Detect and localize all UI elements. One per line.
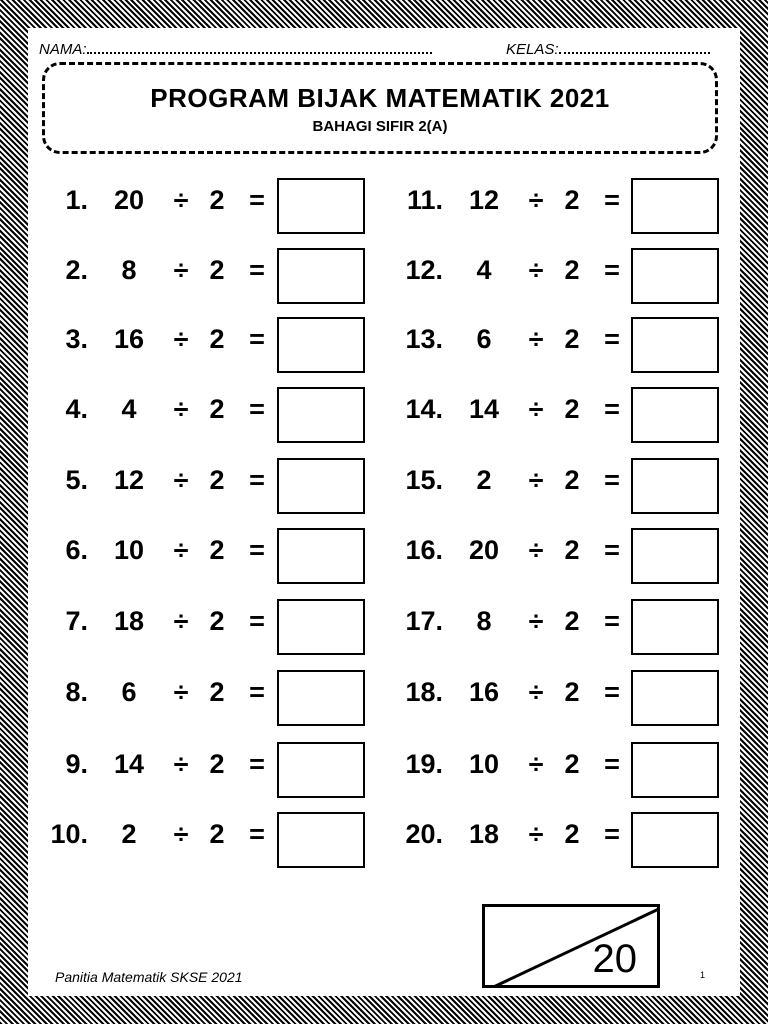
- score-total: 20: [592, 937, 637, 981]
- divide-sign: ÷: [528, 677, 544, 707]
- equals-sign: =: [604, 185, 620, 215]
- answer-box[interactable]: [277, 317, 365, 373]
- answer-box[interactable]: [277, 387, 365, 443]
- question-number: 11.: [406, 185, 443, 215]
- page-title: PROGRAM BIJAK MATEMATIK 2021: [150, 83, 610, 113]
- dividend: 12: [113, 465, 145, 495]
- page-number: 1: [700, 970, 706, 980]
- dividend: 18: [468, 819, 500, 849]
- answer-box[interactable]: [631, 317, 719, 373]
- divisor: 2: [209, 324, 225, 354]
- divide-sign: ÷: [528, 535, 544, 565]
- divisor: 2: [564, 677, 580, 707]
- class-field: [506, 40, 710, 58]
- equals-sign: =: [249, 465, 265, 495]
- question-number: 1.: [65, 185, 88, 215]
- equals-sign: =: [249, 324, 265, 354]
- question-number: 13.: [405, 324, 443, 354]
- footer-text: Panitia Matematik SKSE 2021: [55, 969, 243, 985]
- dividend: 12: [468, 185, 500, 215]
- divide-sign: ÷: [528, 465, 544, 495]
- dividend: 6: [476, 324, 492, 354]
- answer-box[interactable]: [631, 458, 719, 514]
- question-number: 10.: [50, 819, 88, 849]
- divide-sign: ÷: [173, 255, 189, 285]
- name-field: [39, 40, 432, 58]
- dividend: 4: [476, 255, 492, 285]
- divisor: 2: [564, 819, 580, 849]
- divide-sign: ÷: [528, 819, 544, 849]
- question-number: 6.: [65, 535, 88, 565]
- divide-sign: ÷: [528, 255, 544, 285]
- answer-box[interactable]: [277, 178, 365, 234]
- divide-sign: ÷: [528, 606, 544, 636]
- answer-box[interactable]: [277, 812, 365, 868]
- divide-sign: ÷: [528, 324, 544, 354]
- divisor: 2: [209, 535, 225, 565]
- answer-box[interactable]: [631, 742, 719, 798]
- divide-sign: ÷: [173, 819, 189, 849]
- answer-box[interactable]: [631, 387, 719, 443]
- answer-box[interactable]: [631, 599, 719, 655]
- equals-sign: =: [249, 606, 265, 636]
- divide-sign: ÷: [173, 394, 189, 424]
- divisor: 2: [209, 749, 225, 779]
- score-box: [482, 904, 660, 988]
- question-number: 7.: [65, 606, 88, 636]
- equals-sign: =: [604, 255, 620, 285]
- page-subtitle: BAHAGI SIFIR 2(A): [312, 118, 448, 135]
- answer-box[interactable]: [631, 812, 719, 868]
- divisor: 2: [564, 394, 580, 424]
- dividend: 8: [121, 255, 137, 285]
- answer-box[interactable]: [277, 599, 365, 655]
- equals-sign: =: [604, 394, 620, 424]
- divide-sign: ÷: [173, 324, 189, 354]
- question-number: 5.: [65, 465, 88, 495]
- divisor: 2: [564, 255, 580, 285]
- equals-sign: =: [604, 606, 620, 636]
- divisor: 2: [209, 465, 225, 495]
- divisor: 2: [209, 677, 225, 707]
- equals-sign: =: [604, 819, 620, 849]
- divisor: 2: [209, 819, 225, 849]
- divide-sign: ÷: [528, 394, 544, 424]
- divide-sign: ÷: [173, 749, 189, 779]
- dividend: 10: [468, 749, 500, 779]
- question-number: 19.: [405, 749, 443, 779]
- dividend: 16: [468, 677, 500, 707]
- divide-sign: ÷: [173, 677, 189, 707]
- dividend: 10: [113, 535, 145, 565]
- answer-box[interactable]: [277, 528, 365, 584]
- dividend: 18: [113, 606, 145, 636]
- question-number: 17.: [405, 606, 443, 636]
- class-label: KELAS:: [506, 41, 559, 58]
- divisor: 2: [209, 185, 225, 215]
- divisor: 2: [564, 749, 580, 779]
- divide-sign: ÷: [173, 465, 189, 495]
- title-box: [42, 62, 718, 154]
- divide-sign: ÷: [173, 606, 189, 636]
- equals-sign: =: [249, 255, 265, 285]
- dividend: 20: [468, 535, 500, 565]
- equals-sign: =: [249, 819, 265, 849]
- answer-box[interactable]: [631, 670, 719, 726]
- equals-sign: =: [604, 749, 620, 779]
- divide-sign: ÷: [173, 185, 189, 215]
- answer-box[interactable]: [631, 178, 719, 234]
- equals-sign: =: [604, 465, 620, 495]
- divisor: 2: [564, 185, 580, 215]
- divisor: 2: [564, 535, 580, 565]
- dividend: 20: [113, 185, 145, 215]
- divisor: 2: [209, 255, 225, 285]
- answer-box[interactable]: [631, 528, 719, 584]
- answer-box[interactable]: [277, 248, 365, 304]
- question-number: 14.: [405, 394, 443, 424]
- divisor: 2: [564, 465, 580, 495]
- class-input-line[interactable]: [559, 40, 710, 54]
- dividend: 6: [121, 677, 137, 707]
- equals-sign: =: [604, 535, 620, 565]
- equals-sign: =: [249, 677, 265, 707]
- dividend: 4: [121, 394, 137, 424]
- question-number: 4.: [65, 394, 88, 424]
- divisor: 2: [209, 606, 225, 636]
- divisor: 2: [564, 324, 580, 354]
- question-number: 16.: [405, 535, 443, 565]
- dividend: 8: [476, 606, 492, 636]
- question-number: 20.: [405, 819, 443, 849]
- name-input-line[interactable]: [87, 40, 432, 54]
- question-number: 12.: [405, 255, 443, 285]
- dividend: 14: [113, 749, 145, 779]
- question-number: 8.: [65, 677, 88, 707]
- question-number: 2.: [65, 255, 88, 285]
- equals-sign: =: [249, 535, 265, 565]
- question-number: 3.: [65, 324, 88, 354]
- equals-sign: =: [604, 324, 620, 354]
- divide-sign: ÷: [528, 185, 544, 215]
- dividend: 2: [121, 819, 137, 849]
- dividend: 2: [476, 465, 492, 495]
- divide-sign: ÷: [528, 749, 544, 779]
- divisor: 2: [209, 394, 225, 424]
- dividend: 16: [113, 324, 145, 354]
- equals-sign: =: [604, 677, 620, 707]
- equals-sign: =: [249, 749, 265, 779]
- worksheet-page: [28, 28, 740, 996]
- answer-box[interactable]: [277, 670, 365, 726]
- equals-sign: =: [249, 394, 265, 424]
- answer-box[interactable]: [631, 248, 719, 304]
- answer-box[interactable]: [277, 458, 365, 514]
- name-label: NAMA:: [39, 41, 87, 58]
- answer-box[interactable]: [277, 742, 365, 798]
- equals-sign: =: [249, 185, 265, 215]
- dividend: 14: [468, 394, 500, 424]
- divisor: 2: [564, 606, 580, 636]
- divide-sign: ÷: [173, 535, 189, 565]
- question-number: 18.: [405, 677, 443, 707]
- question-number: 15.: [405, 465, 443, 495]
- question-number: 9.: [65, 749, 88, 779]
